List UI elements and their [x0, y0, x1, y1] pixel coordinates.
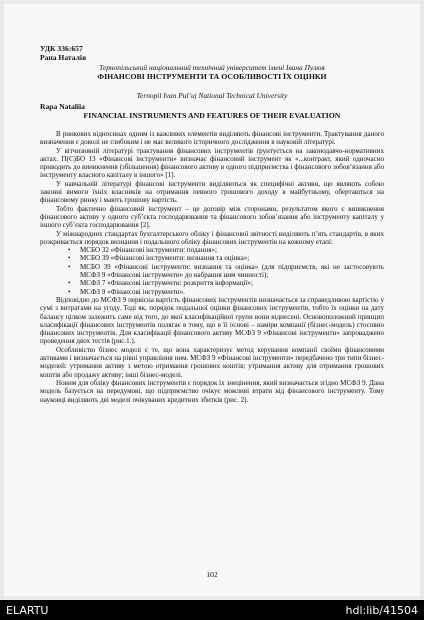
footer-repository-label: ELARTU: [6, 604, 49, 617]
list-item: • МСБО 39 «Фінансові інструменти: визнання та оцінка» (для підприємств, які не застосовують МСФЗ 9 «Фінансові інструменти» до набрання ним чинності);: [80, 263, 384, 280]
paragraph: Новим для обліку фінансових інструментів є порядок їх знецінення, який визначається згідно МСФЗ 9. Дана модель базується на передумові, що підприємство очікує можливі втрати від фінансового інструменту. Тому науковці виділяють дві моделі очікуваних кредитних збитків (рис. 2).: [40, 378, 384, 404]
paragraph: У навчальній літературі фінансові інструменти виділяються як специфічні активи, що являють собою законні вимоги їхніх власників на отримання певного грошового доходу в майбутньому, обертаються на фінансовому ринку і мають грошову вартість.: [40, 179, 384, 205]
paragraph: У міжнародних стандартах бухгалтерського обліку і фінансової звітності виділяють п’ять стандартів, в яких розкривається порядок визнання і подальшого обліку фінансових інструментів на кожному етапі:: [40, 229, 384, 246]
document-page: [4, 4, 420, 596]
footer-handle: hdl:lib/41504: [345, 604, 418, 617]
list-item: • МСБО 39 «Фінансові інструменти: визнання та оцінка»;: [80, 254, 384, 262]
footer-bar: [0, 600, 424, 620]
author-name: Рапа Наталія: [40, 53, 87, 62]
article-title: ФІНАНСОВІ ІНСТРУМЕНТИ ТА ОСОБЛИВОСТІ ЇХ ОЦІНКИ: [97, 72, 327, 81]
paragraph: Відповідно до МСФЗ 9 первісна вартість фінансових інструментів визначається за справедливою вартістю у сумі з витратами на угоду. Тоді як, порядок подальшої оцінки фінансових інструментів, тобто їх оцінки на дату балансу цілком залежить саме від того, до якої класифікаційної групи вони віднесені. Основоположний принцип класифікації фінансових інструментів полягає в тому, що в її основі – наміри компанії (бізнес-модель) стосовно фінансових інструментів. Для класифікації фінансового активу МСФЗ 9 «Фінансові інструменти» запроваджено проведення двох тестів (рис.1.).: [40, 295, 384, 346]
article-body: [40, 130, 384, 404]
paragraph: Особливістю бізнес моделі є те, що вона характеризує метод керування компанії своїми фінансовими активами і визначається на рівні управління ним. МСФЗ 9 «Фінансові інструменти» передбачено три типи бізнес-моделей: утримання активу з метою отримання грошових коштів; утримання активу для отримання грошових коштів або продажу активу; інші бізнес-моделі.: [40, 345, 384, 379]
standards-list: [40, 246, 384, 296]
page-number: 102: [206, 570, 218, 579]
udk-code: УДК 336:657: [40, 44, 83, 53]
paragraph: У вітчизняній літературі трактування фінансових інструментів ґрунтується на законодавчо-нормативних актах. П(С)БО 13 «Фінансові інструменти» визначає фінансовий інструмент як «...контракт, який одночасно приводить до виникнення (збільшення) фінансового активу в одного підприємства і фінансового зобов’язання або інструменту власного капіталу в іншого» [1].: [40, 146, 384, 180]
paragraph: В ринкових відносинах одним із важливих елементів виділяють фінансові інструменти. Трактування даного визначення є доволі не глибоким і не має великого історичного дослідження в науковій літературі.: [40, 130, 384, 147]
list-item: • МСФЗ 9 «Фінансові інструменти».: [80, 288, 384, 296]
author-name-en: Rapa Nataliia: [40, 102, 85, 111]
article-title-en: FINANCIAL INSTRUMENTS AND FEATURES OF THEIR EVALUATION: [83, 111, 341, 120]
list-item: • МСФЗ 7 «Фінансові інструменти: розкриття інформації»;: [80, 279, 384, 287]
affiliation: Тернопільський національний технічний університет імені Івана Пулюя: [99, 63, 325, 72]
affiliation-en: Ternopil Ivan Pul’uj National Technical University: [136, 91, 288, 100]
list-item: • МСБО 32 «Фінансові інструменти: подання»;: [80, 246, 384, 254]
paragraph: Тобто фактично фінансовий інструмент – це договір між сторонами, результатом якого є виникнення фінансового активу у одного суб’єкта господарювання та фінансового зобов’язання або інструменту капіталу у іншого суб’єкта господарювання [2].: [40, 204, 384, 230]
